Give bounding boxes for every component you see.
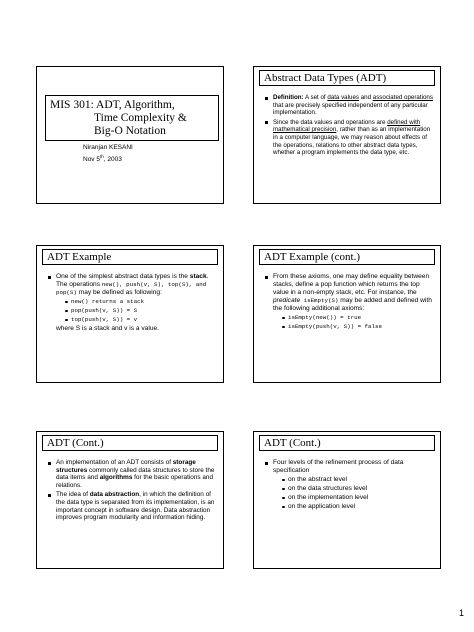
slide-title: Abstract Data Types (ADT) (259, 70, 435, 86)
slide-title: ADT (Cont.) (42, 435, 218, 451)
bullet-item: Since the data values and operations are defined with mathematical precision, rather than as an implementation in a computer language, we may reason about effects of the operations, relations to other abstract data types, whether a program implements the data type, etc. (264, 119, 434, 157)
sub-list (273, 314, 434, 331)
bullet-item: The idea of data abstraction, in which the definition of the data type is separated from its implementation, is an important concept in software design. Data abstraction improves program modularity and information hiding. (47, 491, 217, 521)
slide-title: ADT (Cont.) (259, 435, 435, 451)
bullet-list (264, 459, 434, 513)
date: Nov 5th, 2003 (83, 153, 122, 163)
bullet-item: From these axioms, one may define equality between stacks, define a pop function which returns the top value in a non-empty stack, etc. For instance, the predicate isEmpty(S) may be added and defined with the following additional axioms: isEmpty(new()) = true isEmpty(push(v, S)) = false (264, 273, 434, 331)
sub-item: isEmpty(new()) = true (282, 314, 434, 322)
bullet-item: An implementation of an ADT consists of storage structures commonly called data structures to store the data items and algorithms for the basic operations and relations. (47, 459, 217, 489)
bullet-item: One of the simplest abstract data types is the stack. The operations new(), push(v, S), top(S), and pop(S) may be defined as following: new() returns a stack pop(push(v, S)) = S top(push(v, S)) = v where S is a stack and v is a value. (47, 273, 217, 333)
slide-adt-example-cont (253, 245, 441, 383)
sub-list (273, 476, 434, 511)
sub-item: on the implementation level (282, 494, 434, 502)
sub-item: isEmpty(push(v, S)) = false (282, 323, 434, 331)
sub-list (56, 298, 217, 324)
bullet-list (47, 459, 217, 524)
bullet-list (47, 273, 217, 335)
title-line-1: MIS 301: ADT, Algorithm, (50, 99, 175, 111)
bullet-item: Definition: A set of data values and associated operations that are precisely specified independent of any particular implementation. (264, 94, 434, 117)
author-name: Niranjan KESANI (83, 144, 133, 151)
author-block (83, 144, 133, 164)
bullet-list (264, 94, 434, 159)
title-line-3: Big-O Notation (94, 125, 166, 137)
title-line-2: Time Complexity & (94, 112, 187, 124)
sub-item: pop(push(v, S)) = S (65, 307, 217, 315)
sub-item: top(push(v, S)) = v (65, 316, 217, 324)
slide-adt-example (36, 245, 224, 383)
main-title (45, 95, 219, 141)
slide-adt-definition (253, 66, 441, 204)
bullet-list (264, 273, 434, 333)
sub-item: new() returns a stack (65, 298, 217, 306)
bullet-tail: where S is a stack and v is a value. (56, 325, 159, 332)
sub-item: on the abstract level (282, 476, 434, 484)
slide-title: ADT Example (42, 249, 218, 265)
slide-adt-cont-2 (253, 431, 441, 569)
page-number: 1 (458, 608, 464, 618)
slide-adt-cont-1 (36, 431, 224, 569)
bullet-item: Four levels of the refinement process of data specification on the abstract level on the data structures level on the implementation level on the application level (264, 459, 434, 511)
sub-item: on the data structures level (282, 485, 434, 493)
slide-title: ADT Example (cont.) (259, 249, 435, 265)
slide-title (36, 66, 224, 204)
sub-item: on the application level (282, 503, 434, 511)
